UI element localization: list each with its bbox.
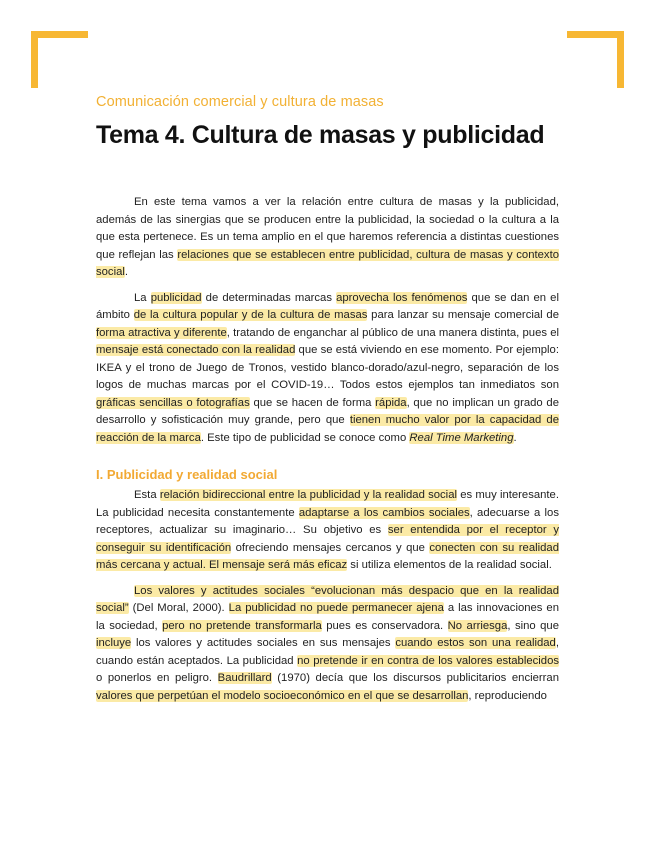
page-content (96, 92, 559, 705)
highlighted-text: forma atractiva y diferente (96, 326, 227, 339)
body-text: , adecuarse a los receptores, actualizar su imaginario… Su objetivo es (96, 506, 559, 536)
intro-paragraph-2 (96, 290, 559, 448)
body-text: La (134, 291, 151, 304)
highlighted-text: relaciones que se establecen entre publicidad, cultura de masas y contexto social (96, 248, 559, 278)
highlighted-text: mensaje está conectado con la realidad (96, 344, 296, 356)
highlighted-text: de la cultura popular y de la cultura de masas (133, 309, 368, 321)
body-text: (Del Moral, 2000). (128, 602, 229, 614)
section-heading: I. Publicidad y realidad social (96, 467, 278, 482)
highlighted-text: aprovecha los fenómenos (336, 291, 468, 304)
body-text: , reproduciendo (468, 689, 547, 702)
highlighted-text: Baudrillard (217, 672, 272, 684)
body-text: que se está viviendo en ese momento. Por ejemplo: IKEA y el trono de Juego de Tronos, vestido blanco-dorado/azul-negro, separación de los logos de muchas marcas por el COVID-19… Todos estos ejemplos tan inmediatos son (96, 344, 559, 391)
corner-bracket-top-right (567, 31, 624, 88)
highlighted-text: valores que perpetúan el modelo socioeconómico en el que se desarrollan (96, 689, 469, 702)
body-text: . (513, 431, 517, 444)
body-text: pues es conservadora. (321, 619, 448, 632)
highlighted-text: pero no pretende transformarla (162, 619, 322, 632)
highlighted-text: relación bidireccional entre la publicidad y la realidad social (159, 489, 457, 501)
intro-paragraph-1 (96, 194, 559, 282)
highlighted-text: tienen mucho valor por la capacidad de reacción de la marca (96, 414, 560, 444)
highlighted-text: gráficas sencillas o fotografías (96, 396, 250, 409)
corner-bracket-top-left (31, 31, 88, 88)
body-text: En este tema vamos a ver la relación entre cultura de masas y la publicidad, además de las sinergias que se producen entre la publicidad, la sociedad o la cultura a la que esta pertenece. Es un tema amplio en el que haremos referencia a distintas cuestiones que reflejan las (96, 196, 559, 261)
highlighted-text: rápida (375, 396, 407, 409)
body-text: . Este tipo de publicidad se conoce como (200, 431, 410, 444)
body-text: , que no implican un grado de desarrollo y sofisticación muy grande, pero que (96, 396, 559, 426)
body-text: Esta (134, 489, 160, 501)
body-text: de determinadas marcas (201, 291, 337, 304)
highlighted-text: no pretende ir en contra de los valores establecidos (297, 654, 559, 667)
highlighted-text: ser entendida por el receptor y conseguir su identificación (96, 524, 559, 554)
body-text: para lanzar su mensaje comercial de (367, 309, 559, 321)
body-text: (1970) decía que los discursos publicitarios encierran (271, 672, 559, 684)
course-title: Comunicación comercial y cultura de masas (96, 94, 384, 110)
body-text: que se hacen de forma (249, 396, 376, 409)
page-title: Tema 4. Cultura de masas y publicidad (96, 121, 545, 149)
highlighted-text: adaptarse a los cambios sociales (298, 506, 470, 519)
highlighted-text: incluye (96, 637, 132, 649)
body-text: , tratando de enganchar al público de una manera distinta, pues el (226, 326, 559, 339)
body-text: o ponerlos en peligro. (96, 672, 218, 684)
highlighted-text: cuando estos son una realidad (395, 637, 556, 649)
body-text: . (124, 266, 129, 278)
highlighted-text: Los valores y actitudes sociales “evolucionan más despacio que en la realidad social” (96, 584, 559, 614)
highlighted-text: conecten con su realidad más cercana y actual. El mensaje será más eficaz (96, 541, 559, 571)
body-text: los valores y actitudes sociales en sus mensajes (131, 637, 396, 649)
body-text: , sino que (507, 619, 559, 632)
section-paragraph-1 (96, 487, 559, 575)
body-text: a las innovaciones en la sociedad, (96, 602, 559, 632)
highlighted-text: La publicidad no puede permanecer ajena (228, 602, 444, 614)
highlighted-text: No arriesga (447, 619, 508, 632)
highlighted-text: Real Time Marketing (409, 431, 514, 444)
body-text: es muy interesante. La publicidad necesita constantemente (96, 489, 559, 519)
body-text: , cuando están aceptados. La publicidad (96, 637, 559, 667)
body-text: que se dan en el ámbito (96, 291, 559, 321)
highlighted-text: publicidad (150, 291, 202, 304)
body-text: ofreciendo mensajes cercanos y que (231, 541, 430, 554)
body-text: si utiliza elementos de la realidad social. (347, 559, 552, 571)
section-paragraph-2 (96, 583, 559, 706)
